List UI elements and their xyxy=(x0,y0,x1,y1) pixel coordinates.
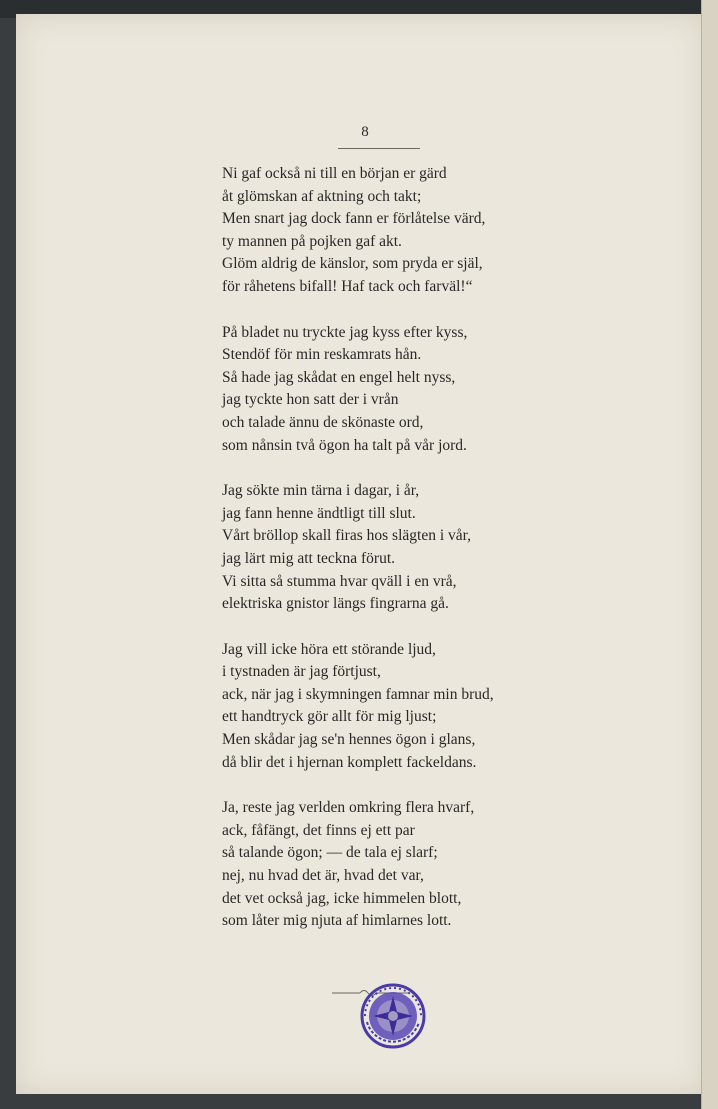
page-number-rule xyxy=(338,148,420,149)
poem-line: På bladet nu tryckte jag kyss efter kyss, xyxy=(222,323,468,341)
poem-line: Ni gaf också ni till en början er gärd xyxy=(222,165,447,182)
poem-line: i tystnaden är jag förtjust, xyxy=(222,663,381,681)
stanza xyxy=(222,480,582,616)
poem-line: Jag sökte min tärna i dagar, i år, xyxy=(222,482,420,500)
stanza xyxy=(222,163,582,299)
poem-line: jag lärt mig att teckna förut. xyxy=(222,549,396,567)
poem-line: så talande ögon; — de tala ej slarf; xyxy=(222,844,438,862)
poem xyxy=(222,163,582,956)
poem-line: Glöm aldrig de känslor, som pryda er själ, xyxy=(222,255,483,273)
poem-line: ty mannen på pojken gaf akt. xyxy=(222,232,402,250)
poem-line: åt glömskan af aktning och takt; xyxy=(222,187,422,205)
poem-line: för råhetens bifall! Haf tack och farväl!“ xyxy=(222,277,473,295)
poem-line: jag fann henne ändtligt till slut. xyxy=(222,504,416,522)
poem-line: som låter mig njuta af himlarnes lott. xyxy=(222,912,452,930)
poem-line: Ja, reste jag verlden omkring flera hvarf, xyxy=(222,799,475,817)
poem-line: Men snart jag dock fann er förlåtelse värd, xyxy=(222,210,486,228)
poem-line: Stendöf för min reskamrats hån. xyxy=(222,346,422,364)
poem-line: ack, fåfängt, det finns ej ett par xyxy=(222,821,415,839)
poem-line: och talade ännu de skönaste ord, xyxy=(222,413,424,431)
page-number: 8 xyxy=(361,124,369,140)
library-stamp-icon xyxy=(359,982,427,1050)
poem-line: Vårt bröllop skall firas hos slägten i vår, xyxy=(222,527,472,545)
poem-line: Vi sitta så stumma hvar qväll i en vrå, xyxy=(222,572,457,590)
poem-line: det vet också jag, icke himmelen blott, xyxy=(222,889,462,907)
stanza xyxy=(222,797,582,933)
stanza xyxy=(222,639,582,775)
poem-line: nej, nu hvad det är, hvad det var, xyxy=(222,867,424,885)
poem-line: ett handtryck gör allt för mig ljust; xyxy=(222,708,437,726)
poem-line: Jag vill icke höra ett störande ljud, xyxy=(222,640,436,658)
stanza xyxy=(222,322,582,458)
poem-line: då blir det i hjernan komplett fackeldans. xyxy=(222,753,477,771)
poem-line: Så hade jag skådat en engel helt nyss, xyxy=(222,368,456,386)
poem-line: jag tyckte hon satt der i vrån xyxy=(222,391,399,409)
poem-line: ack, när jag i skymningen famnar min brud, xyxy=(222,685,494,703)
poem-line: elektriska gnistor längs fingrarna gå. xyxy=(222,595,449,613)
poem-line: Men skådar jag se'n hennes ögon i glans, xyxy=(222,731,476,749)
page-edge xyxy=(701,0,718,1109)
poem-line: som nånsin två ögon ha talt på vår jord. xyxy=(222,436,467,454)
